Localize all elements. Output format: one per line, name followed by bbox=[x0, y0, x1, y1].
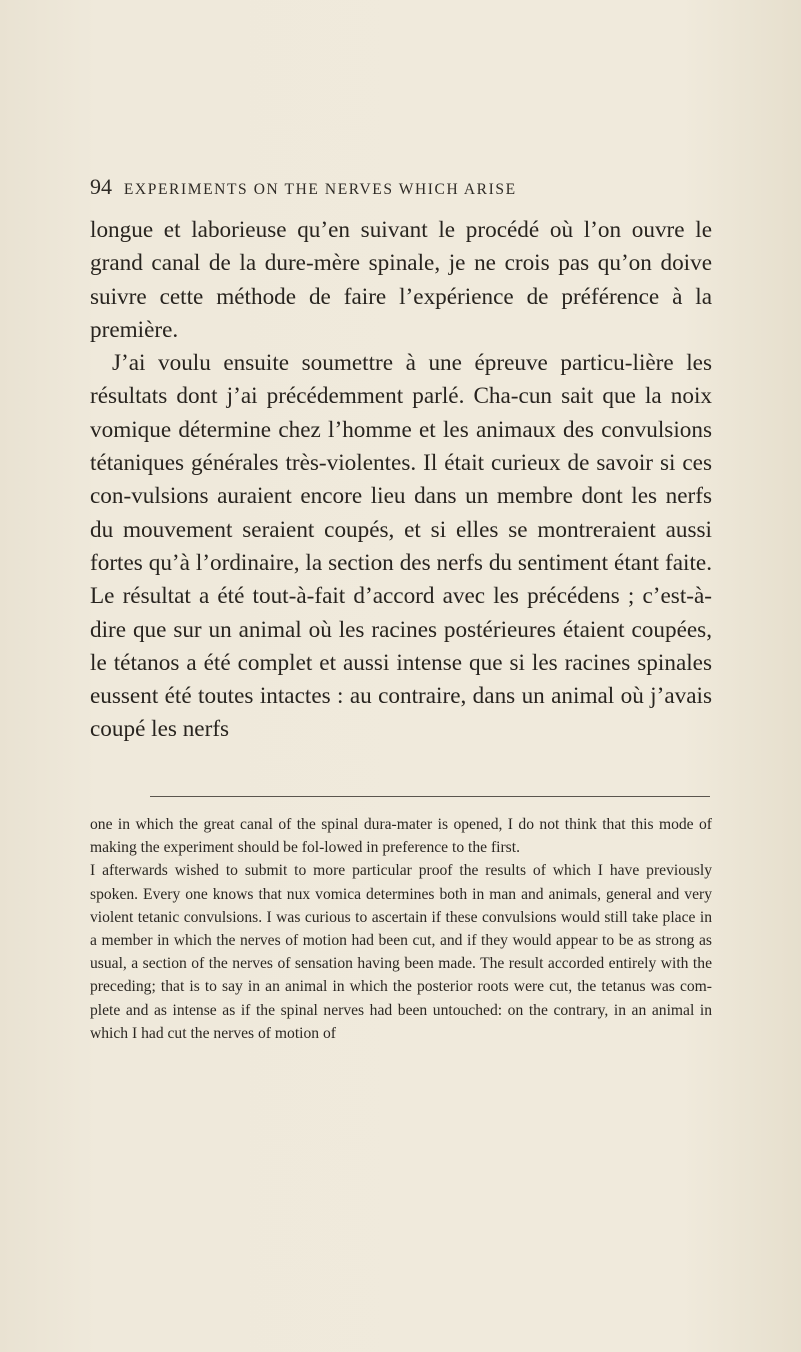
main-paragraph-2: J’ai voulu ensuite soumettre à une épreuve particu-lière les résultats dont j’ai précédemment parlé. Cha-cun sait que la noix vomique détermine chez l’homme et les animaux des convulsions tétaniques générales très-violentes. Il était curieux de savoir si ces con-vulsions auraient encore lieu dans un membre dont les nerfs du mouvement seraient coupés, et si elles se montreraient aussi fortes qu’à l’ordinaire, la section des nerfs du sentiment étant faite. Le résultat a été tout-à-fait d’accord avec les précédens ; c’est-à-dire que sur un animal où les racines postérieures étaient coupées, le tétanos a été complet et aussi intense que si les racines spinales eussent été toutes intactes : au contraire, dans un animal où j’avais coupé les nerfs bbox=[90, 350, 712, 743]
main-paragraph-1: longue et laborieuse qu’en suivant le procédé où l’on ouvre le grand canal de la dure-mère spinale, je ne crois pas qu’on doive suivre cette méthode de faire l’expérience de préférence à la première. bbox=[90, 217, 712, 343]
footnote-paragraph-1: one in which the great canal of the spinal dura-mater is opened, I do not think that this mode of making the experiment should be fol-lowed in preference to the first. bbox=[90, 816, 712, 857]
footnote-divider bbox=[150, 796, 710, 797]
english-translation-footnote bbox=[90, 813, 712, 1045]
header-title: EXPERIMENTS ON THE NERVES WHICH ARISE bbox=[123, 181, 517, 198]
running-header bbox=[90, 174, 730, 200]
footnote-paragraph-2: I afterwards wished to submit to more particular proof the results of which I have previously spoken. Every one knows that nux vomica determines both in man and animals, general and very violent tetanic convulsions. I was curious to ascertain if these convulsions would still take place in a member in which the nerves of motion had been cut, and if they would appear to be as strong as usual, a section of the nerves of sensation having been made. The result accorded entirely with the preceding; that is to say in an animal in which the posterior roots were cut, the tetanus was com-plete and as intense as if the spinal nerves had been untouched: on the contrary, in an animal in which I had cut the nerves of motion of bbox=[90, 862, 712, 1042]
french-main-text bbox=[90, 214, 712, 747]
page-number: 94 bbox=[90, 174, 112, 199]
